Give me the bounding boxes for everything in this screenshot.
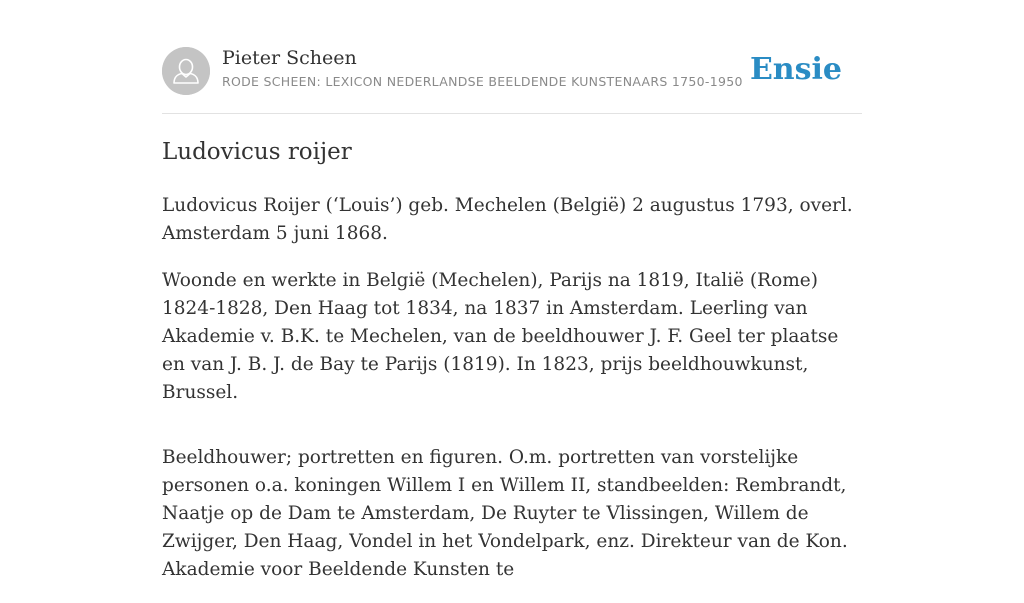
user-silhouette-icon <box>162 47 210 95</box>
author-avatar[interactable] <box>162 47 210 95</box>
article-title: Ludovicus roijer <box>162 139 352 165</box>
article-paragraph: Beeldhouwer; portretten en figuren. O.m. portretten van vorstelijke personen o.a. koningen Willem I en Willem II, standbeelden: Rembrandt, Naatje op de Dam te Amsterdam, De Ruyter te Vlissingen, Willem de Zwijger, Den Haag, Vondel in het Vondelpark, enz. Direkteur van de Kon. Akademie voor Beeldende Kunsten te <box>162 447 848 580</box>
source-title[interactable]: RODE SCHEEN: LEXICON NEDERLANDSE BEELDENDE KUNSTENAARS 1750-1950 <box>222 74 743 89</box>
article-paragraph: Woonde en werkte in België (Mechelen), Parijs na 1819, Italië (Rome) 1824-1828, Den Haag tot 1834, na 1837 in Amsterdam. Leerling van Akademie v. B.K. te Mechelen, van de beeldhouwer J. F. Geel ter plaatse en van J. B. J. de Bay te Parijs (1819). In 1823, prijs beeldhouwkunst, Brussel. <box>162 270 839 403</box>
article-header <box>162 46 862 96</box>
author-name[interactable]: Pieter Scheen <box>222 47 357 69</box>
ensie-logo-link[interactable]: Ensie <box>749 52 842 87</box>
article-body <box>162 136 867 603</box>
article-paragraph: Ludovicus Roijer (‘Louis’) geb. Mechelen (België) 2 augustus 1793, overl. Amsterdam 5 juni 1868. <box>162 195 853 244</box>
header-divider <box>162 113 862 114</box>
